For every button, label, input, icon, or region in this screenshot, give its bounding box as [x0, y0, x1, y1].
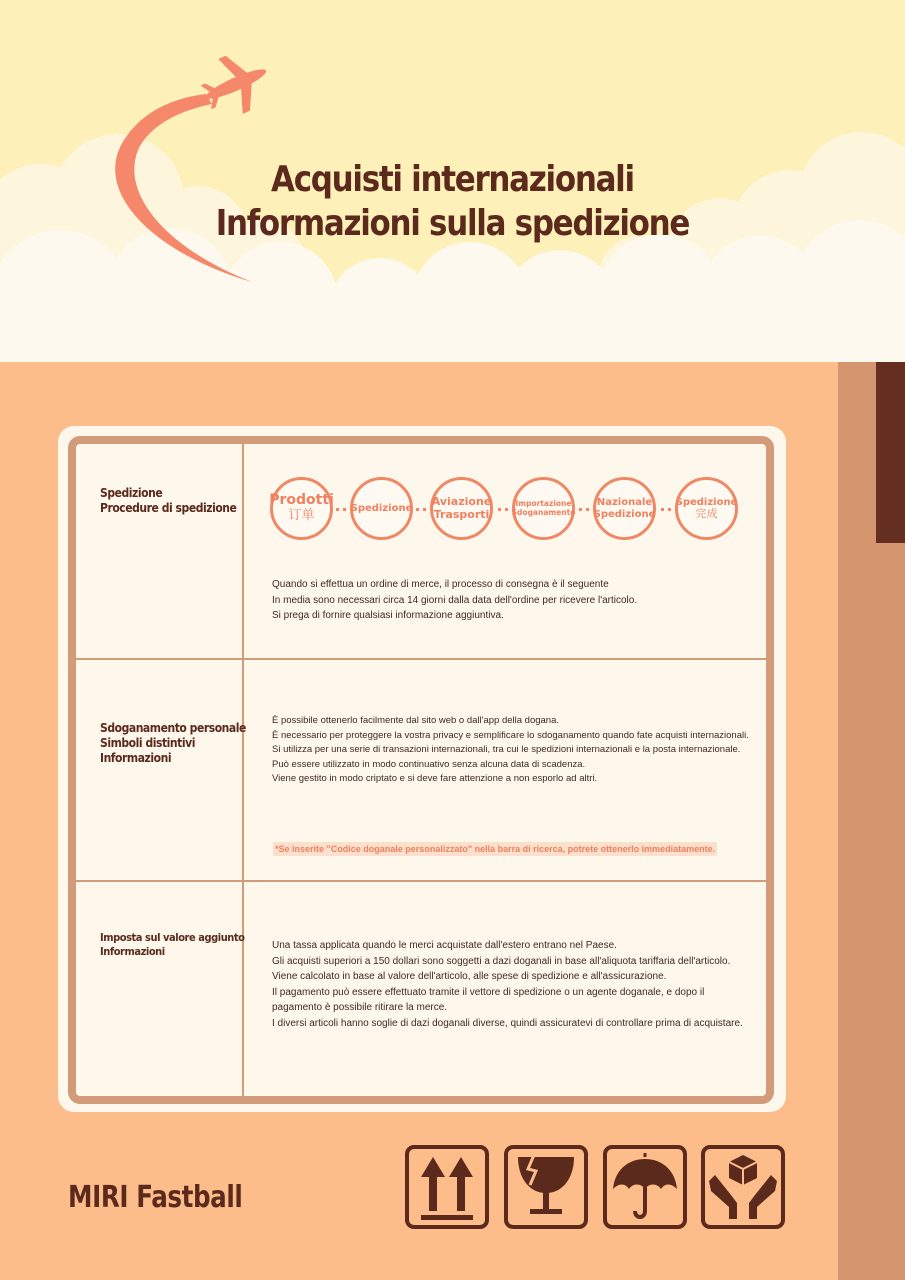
- this-way-up-icon: [405, 1145, 489, 1229]
- package-handling-icons: [405, 1145, 787, 1231]
- shipping-description: Quando si effettua un ordine di merce, il processo di consegna è il seguente In media sono necessari circa 14 giorni dalla data dell'ordine per ricevere l'articolo. Si prega di fornire qualsiasi informazione aggiuntiva.: [272, 579, 638, 621]
- customs-search-note: *Se inserite "Codice doganale personalizzato" nella barra di ricerca, potrete ottenerlo immediatamente.: [275, 844, 716, 854]
- vat-section-label: Imposta sul valore aggiunto Informazioni: [100, 931, 245, 958]
- hero-banner: [0, 0, 905, 362]
- side-accent-bar: [876, 362, 905, 543]
- step-connector: [416, 508, 426, 514]
- keep-dry-umbrella-icon: [603, 1145, 687, 1229]
- customs-description: È possibile ottenerlo facilmente dal sito web o dall'app della dogana. È necessario per proteggere la vostra privacy e semplificare lo sdoganamento quando fate acquisti internazionali. Si utilizza per una serie di transazioni internazionali, tra cui le spedizioni internazionali e la posta internazionale. Può essere utilizzato in modo continuativo senza alcuna data di scadenza. Viene gestito in modo criptato e si deve fare attenzione a non esporlo ad altri.: [272, 715, 749, 784]
- fragile-glass-icon: [504, 1145, 588, 1229]
- step-connector: [498, 508, 508, 514]
- step-connector: [336, 508, 346, 514]
- page-title: [63, 158, 841, 246]
- shipping-steps: [270, 477, 750, 547]
- column-divider: [242, 444, 244, 1096]
- customs-section-label: Sdoganamento personale Simboli distintivi Informazioni: [100, 721, 246, 765]
- row-divider: [76, 658, 766, 660]
- info-card: [68, 436, 774, 1104]
- step-connector: [579, 508, 589, 514]
- page-title-line-2: Informazioni sulla spedizione: [215, 203, 690, 244]
- step-connector: [661, 508, 671, 514]
- vat-description: Una tassa applicata quando le merci acquistate dall'estero entrano nel Paese. Gli acquisti superiori a 150 dollari sono soggetti a dazi doganali in base all'aliquota tariffaria dell'articolo. Viene calcolato in base al valore dell'articolo, alle spese di spedizione e all'assicurazione. Il pagamento può essere effettuato tramite il vettore di spedizione o un agente doganale, e dopo il pagamento è possibile ritirare la merce. I diversi articoli hanno soglie di dazi doganali diverse, quindi assicuratevi di controllare prima di acquistare.: [272, 940, 743, 1029]
- page-title-line-1: Acquisti internazionali: [271, 159, 634, 200]
- handle-with-care-icon: [701, 1145, 785, 1229]
- step-products: Prodotti 订单: [270, 477, 333, 540]
- brand-name: MIRI Fastball: [68, 1180, 243, 1215]
- step-domestic-shipping: Nazionale Spedizione: [593, 477, 656, 540]
- row-divider: [76, 880, 766, 882]
- step-delivery-complete: Spedizione 完成: [675, 477, 738, 540]
- step-import-clearance: Importazione Sdoganamento: [512, 477, 575, 540]
- step-air-transport: Aviazione Trasporti: [430, 477, 493, 540]
- step-shipping: Spedizione: [350, 477, 413, 540]
- shipping-section-label: Spedizione Procedure di spedizione: [100, 486, 237, 515]
